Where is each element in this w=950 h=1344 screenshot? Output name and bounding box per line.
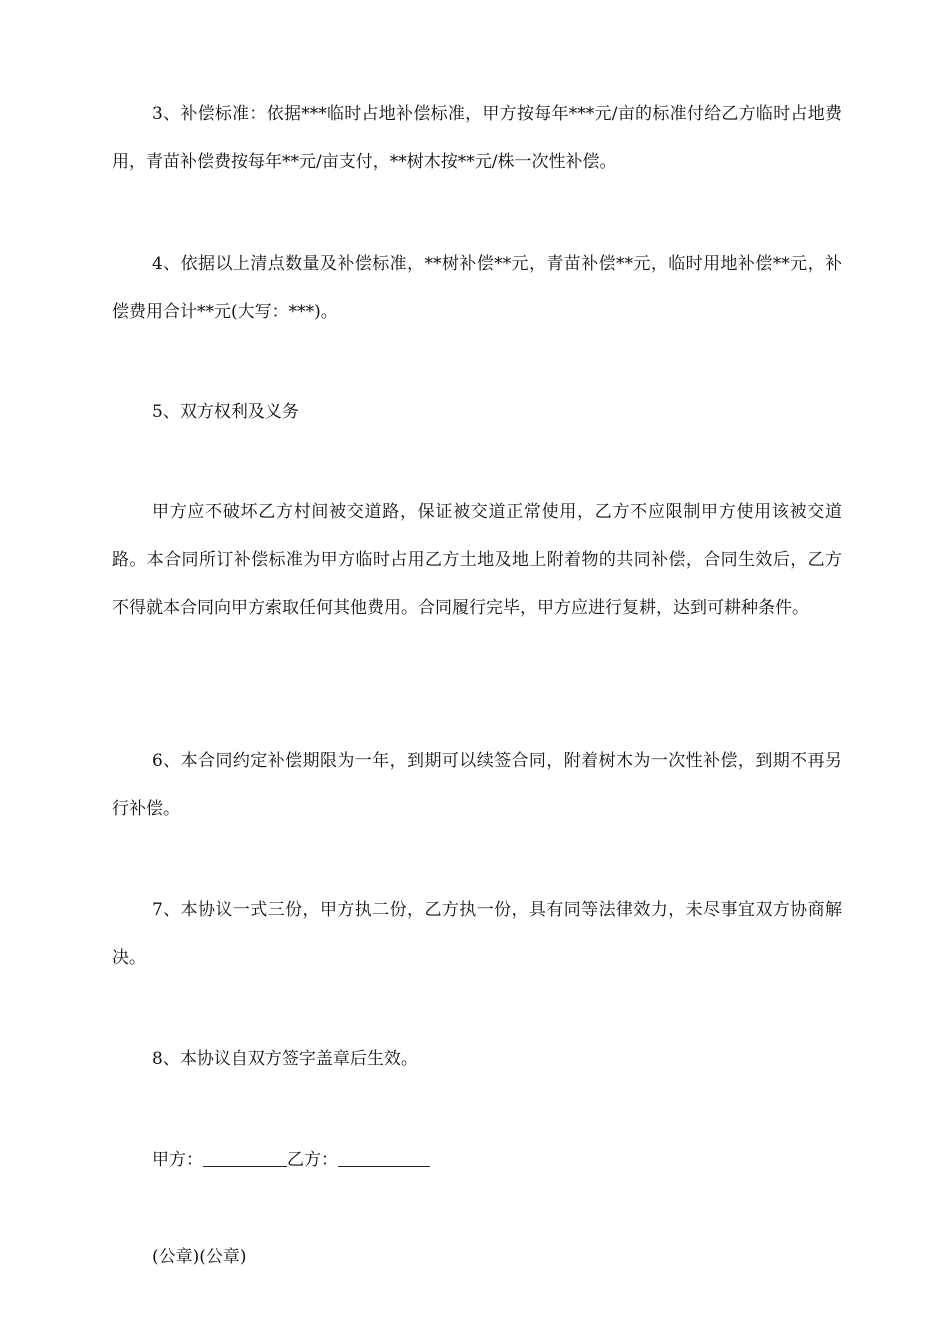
party-a-label: 甲方：	[152, 1150, 203, 1170]
clause-5-rights-obligations: 甲方应不破坏乙方村间被交道路，保证被交道正常使用，乙方不应限制甲方使用该被交道路。本合同所订补偿标准为甲方临时占用乙方土地及地上附着物的共同补偿，合同生效后，乙方不得就本合同向甲方索取任何其他费用。合同履行完毕，甲方应进行复耕，达到可耕种条件。	[112, 502, 842, 618]
clause-8-effective: 8、本协议自双方签字盖章后生效。	[152, 1049, 418, 1069]
party-b-signature-blank	[338, 1148, 430, 1167]
seal-line: (公章)(公章)	[152, 1247, 247, 1267]
clause-4-compensation-total: 4、依据以上清点数量及补偿标准，**树补偿**元，青苗补偿**元，临时用地补偿**元，补偿费用合计**元(大写：***)。	[112, 254, 842, 322]
signature-line	[112, 1136, 842, 1184]
party-a-signature-blank	[203, 1148, 287, 1167]
clause-5-heading: 5、双方权利及义务	[152, 402, 299, 422]
clause-6-term: 6、本合同约定补偿期限为一年，到期可以续签合同，附着树木为一次性补偿，到期不再另行补偿。	[112, 751, 842, 819]
clause-3-compensation-standard: 3、补偿标准：依据***临时占地补偿标准，甲方按每年***元/亩的标准付给乙方临时占地费用，青苗补偿费按每年**元/亩支付，**树木按**元/株一次性补偿。	[112, 104, 842, 172]
party-b-label: 乙方：	[287, 1150, 338, 1170]
clause-7-copies: 7、本协议一式三份，甲方执二份，乙方执一份，具有同等法律效力，未尽事宜双方协商解决。	[112, 900, 842, 968]
